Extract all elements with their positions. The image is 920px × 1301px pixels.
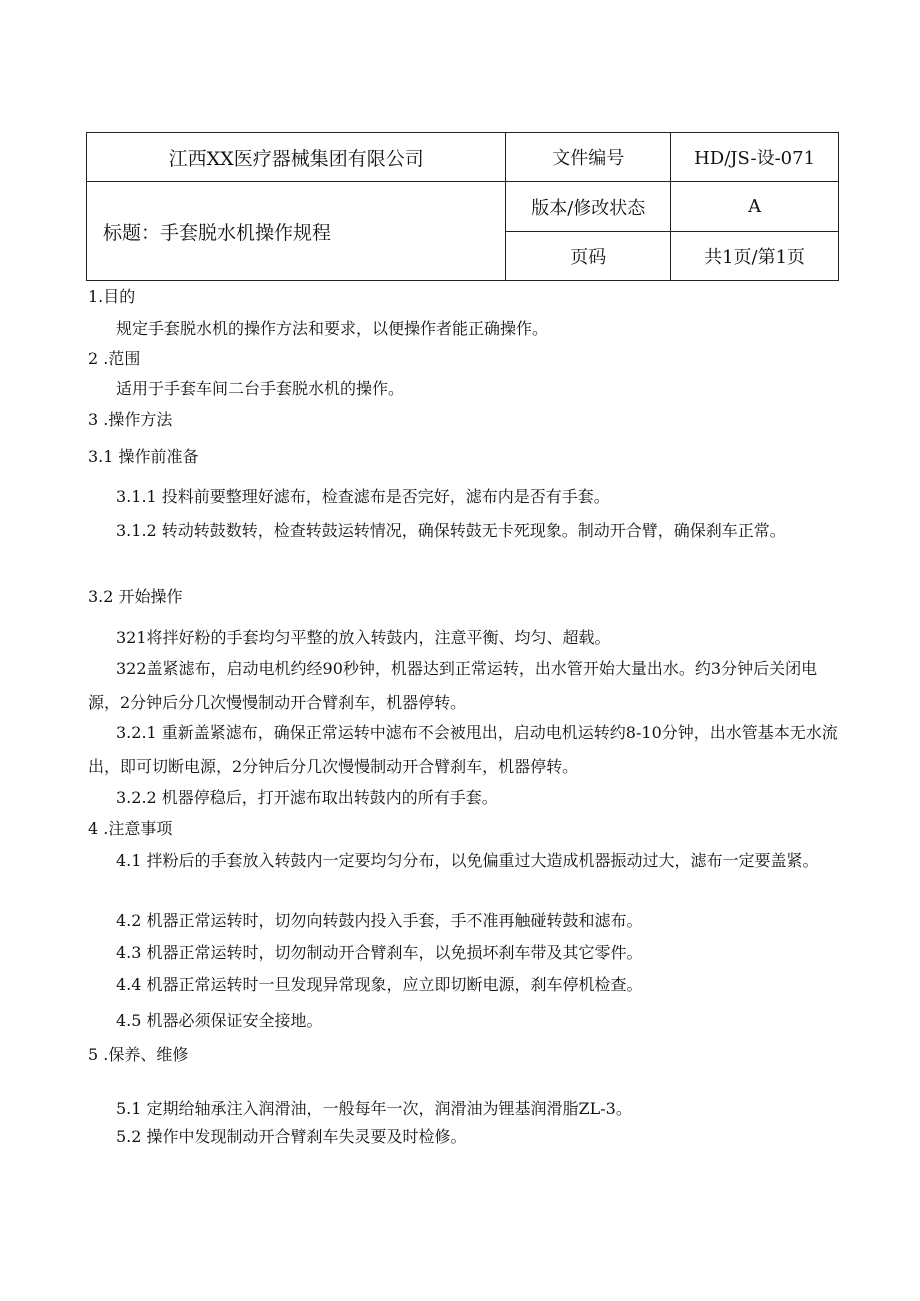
section-4-title: 4 .注意事项 [88, 819, 173, 838]
item-3-2-1: 321将拌好粉的手套均匀平整的放入转鼓内，注意平衡、均匀、超载。 [116, 628, 611, 647]
item-3-2-2-2: 3.2.2 机器停稳后，打开滤布取出转鼓内的所有手套。 [116, 788, 498, 807]
section-3-title: 3 .操作方法 [88, 410, 173, 429]
item-4-5: 4.5 机器必须保证安全接地。 [116, 1011, 323, 1030]
document-header-table [86, 132, 839, 281]
page-label: 页码 [506, 232, 671, 281]
item-3-1-1: 3.1.1 投料前要整理好滤布，检查滤布是否完好，滤布内是否有手套。 [116, 487, 610, 506]
item-5-1: 5.1 定期给轴承注入润滑油，一般每年一次，润滑油为锂基润滑脂ZL-3。 [116, 1099, 632, 1118]
section-3-1-title: 3.1 操作前准备 [88, 447, 199, 466]
section-2-title: 2 .范围 [88, 349, 141, 368]
doc-number-label: 文件编号 [506, 133, 671, 182]
document-title: 标题：手套脱水机操作规程 [87, 182, 506, 281]
item-3-2-2-1: 3.2.1 重新盖紧滤布，确保正常运转中滤布不会被甩出，启动电机运转约8-10分钟，出水管基本无水流出，即可切断电源，2分钟后分几次慢慢制动开合臂刹车，机器停转。 [88, 723, 838, 776]
item-3-1-2: 3.1.2 转动转鼓数转，检查转鼓运转情况，确保转鼓无卡死现象。制动开合臂，确保刹车正常。 [116, 521, 786, 540]
item-5-2: 5.2 操作中发现制动开合臂刹车失灵要及时检修。 [116, 1127, 467, 1146]
section-5-title: 5 .保养、维修 [88, 1045, 189, 1064]
item-4-3: 4.3 机器正常运转时，切勿制动开合臂刹车，以免损坏刹车带及其它零件。 [116, 943, 643, 962]
item-4-2: 4.2 机器正常运转时，切勿向转鼓内投入手套，手不准再触碰转鼓和滤布。 [116, 911, 643, 930]
section-1-title: 1.目的 [88, 287, 136, 306]
page-value: 共1页/第1页 [671, 232, 839, 281]
section-3-2-title: 3.2 开始操作 [88, 587, 183, 606]
version-label: 版本/修改状态 [506, 182, 671, 232]
company-name: 江西XX医疗器械集团有限公司 [87, 133, 506, 182]
item-4-4: 4.4 机器正常运转时一旦发现异常现象，应立即切断电源，刹车停机检查。 [116, 975, 643, 994]
item-4-1: 4.1 拌粉后的手套放入转鼓内一定要均匀分布，以免偏重过大造成机器振动过大，滤布一定要盖紧。 [116, 851, 819, 870]
section-1-text: 规定手套脱水机的操作方法和要求，以便操作者能正确操作。 [116, 319, 549, 338]
doc-number: HD/JS-设-071 [671, 133, 839, 182]
item-3-2-2: 322盖紧滤布，启动电机约经90秒钟，机器达到正常运转，出水管开始大量出水。约3分钟后关闭电源，2分钟后分几次慢慢制动开合臂刹车，机器停转。 [88, 659, 818, 712]
section-2-text: 适用于手套车间二台手套脱水机的操作。 [116, 379, 405, 398]
version-value: A [671, 182, 839, 232]
